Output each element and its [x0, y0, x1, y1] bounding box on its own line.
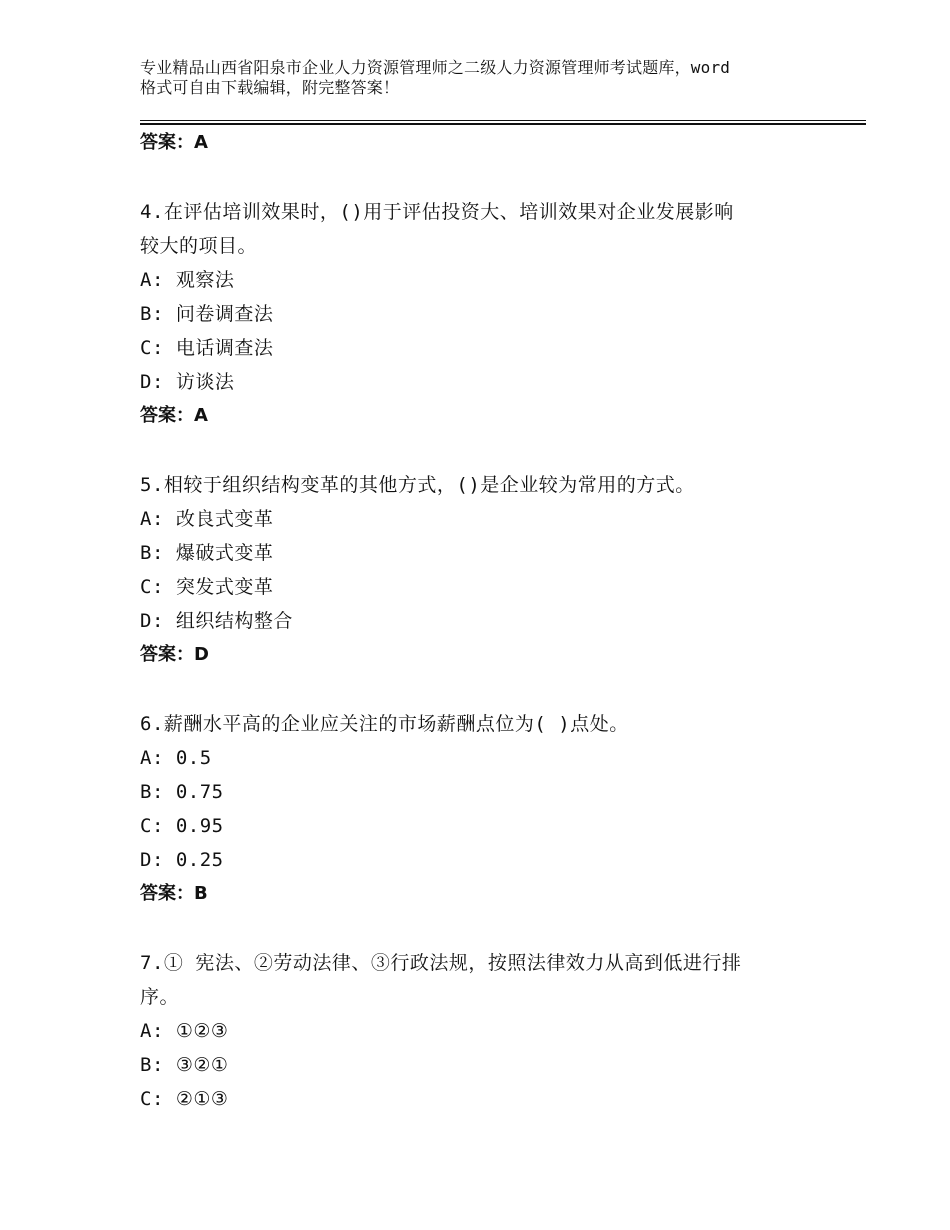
- stem-line: 6.薪酬水平高的企业应关注的市场薪酬点位为( )点处。: [140, 713, 629, 735]
- question-stem: [140, 946, 840, 1014]
- option-d: D: 组织结构整合: [140, 610, 293, 632]
- option-b: B: ③②①: [140, 1054, 229, 1076]
- header-divider-thick: [140, 123, 866, 125]
- stem-line: 较大的项目。: [140, 235, 258, 257]
- stem-line: 序。: [140, 986, 180, 1008]
- option-b: B: 爆破式变革: [140, 542, 274, 564]
- question-5: [140, 468, 840, 672]
- question-4: [140, 195, 840, 433]
- header-line-1: 专业精品山西省阳泉市企业人力资源管理师之二级人力资源管理师考试题库，word: [140, 58, 731, 77]
- stem-line: 5.相较于组织结构变革的其他方式，()是企业较为常用的方式。: [140, 474, 695, 496]
- option-b: B: 问卷调查法: [140, 303, 274, 325]
- option-c: C: 突发式变革: [140, 576, 274, 598]
- header-divider-thin: [140, 120, 866, 121]
- answer-label: 答案：A: [140, 405, 208, 426]
- document-header: [140, 58, 840, 98]
- question-stem: [140, 195, 840, 263]
- stem-line: 4.在评估培训效果时，()用于评估投资大、培训效果对企业发展影响: [140, 201, 734, 223]
- option-d: D: 访谈法: [140, 371, 235, 393]
- question-stem: [140, 468, 840, 502]
- option-c: C: 电话调查法: [140, 337, 274, 359]
- question-6: [140, 707, 840, 911]
- answer-label: 答案：A: [140, 132, 208, 153]
- option-d: D: 0.25: [140, 849, 224, 871]
- question-7: [140, 946, 840, 1116]
- option-a: A: ①②③: [140, 1020, 229, 1042]
- option-a: A: 改良式变革: [140, 508, 274, 530]
- option-c: C: ②①③: [140, 1088, 229, 1110]
- option-a: A: 观察法: [140, 269, 235, 291]
- stem-line: 7.① 宪法、②劳动法律、③行政法规，按照法律效力从高到低进行排: [140, 952, 742, 974]
- option-a: A: 0.5: [140, 747, 212, 769]
- question-stem: [140, 707, 840, 741]
- answer-label: 答案：D: [140, 644, 209, 665]
- header-line-2: 格式可自由下载编辑，附完整答案！: [140, 78, 400, 97]
- option-c: C: 0.95: [140, 815, 224, 837]
- option-b: B: 0.75: [140, 781, 224, 803]
- answer-label: 答案：B: [140, 883, 208, 904]
